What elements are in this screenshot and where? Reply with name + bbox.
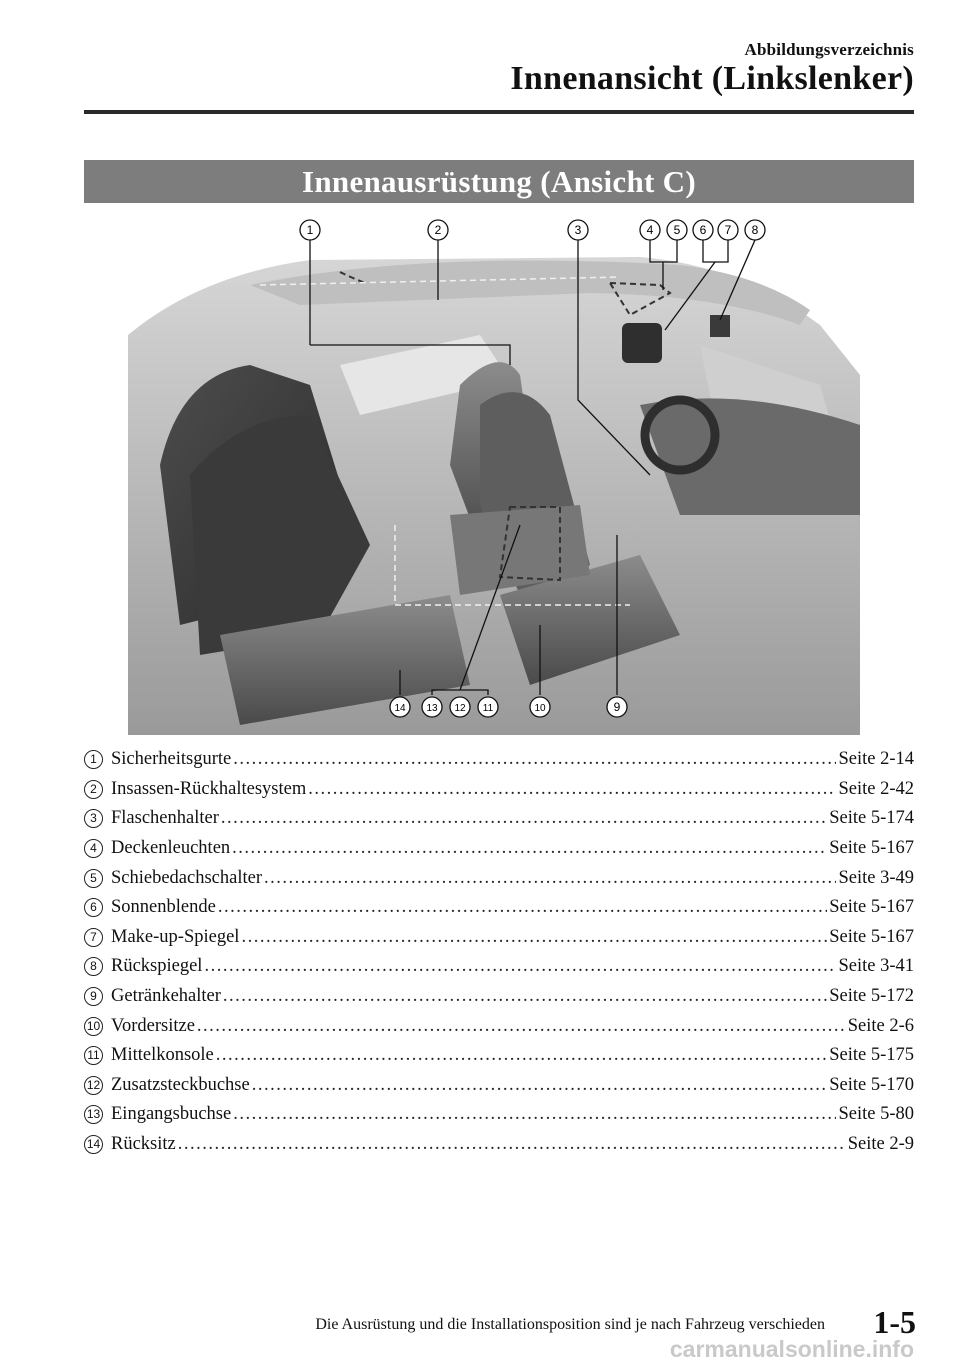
leader-dots (204, 956, 836, 977)
item-label: Insassen-Rückhaltesystem (111, 778, 307, 799)
callout-7 (718, 220, 738, 240)
callout-3 (568, 220, 588, 240)
item-label: Rückspiegel (111, 956, 203, 977)
svg-text:9: 9 (613, 700, 621, 714)
interior-illustration (120, 215, 890, 740)
page-reference[interactable]: Seite 5-167 (829, 838, 914, 859)
item-number: 8 (84, 957, 103, 976)
leader-dots (218, 897, 827, 918)
section-banner: Innenausrüstung (Ansicht C) (84, 160, 914, 203)
callout-1 (300, 220, 320, 240)
svg-text:12: 12 (454, 703, 466, 714)
item-label: Sicherheitsgurte (111, 749, 232, 770)
page-reference[interactable]: Seite 2-6 (847, 1015, 914, 1036)
footer-note: Die Ausrüstung und die Installationsposition sind je nach Fahrzeug verschieden (315, 1316, 825, 1333)
page-reference[interactable]: Seite 2-42 (838, 778, 914, 799)
leader-dots (233, 749, 836, 770)
leader-dots (232, 838, 827, 859)
callout-10 (530, 697, 550, 717)
callout-12 (450, 697, 470, 717)
leader-dots (221, 808, 827, 829)
svg-text:2: 2 (434, 223, 442, 237)
item-label: Vordersitze (111, 1015, 195, 1036)
list-item (84, 893, 914, 923)
leader-dots (264, 868, 836, 889)
leader-dots (241, 927, 827, 948)
header-subtitle: Abbildungsverzeichnis (744, 40, 914, 59)
item-number: 13 (84, 1105, 103, 1124)
svg-text:11: 11 (482, 703, 494, 714)
item-list (84, 745, 914, 1159)
item-number: 1 (84, 750, 103, 769)
callout-13 (422, 697, 442, 717)
svg-text:10: 10 (534, 703, 546, 714)
item-label: Sonnenblende (111, 897, 216, 918)
page-reference[interactable]: Seite 2-9 (847, 1134, 914, 1155)
item-number: 5 (84, 869, 103, 888)
list-item (84, 982, 914, 1012)
page-title: Innenansicht (Linkslenker) (510, 60, 914, 97)
item-label: Schiebedachschalter (111, 867, 263, 888)
leader-dots (216, 1045, 827, 1066)
item-label: Rücksitz (111, 1134, 176, 1155)
list-item (84, 952, 914, 982)
list-item (84, 1041, 914, 1071)
page-reference[interactable]: Seite 5-175 (829, 1045, 914, 1066)
leader-dots (252, 1075, 828, 1096)
page-reference[interactable]: Seite 5-167 (829, 897, 914, 918)
page-reference[interactable]: Seite 5-174 (829, 808, 914, 829)
callout-8 (745, 220, 765, 240)
item-label: Zusatzsteckbuchse (111, 1074, 250, 1095)
callout-11 (478, 697, 498, 717)
leader-dots (308, 779, 836, 800)
item-label: Make-up-Spiegel (111, 926, 240, 947)
list-item (84, 1071, 914, 1101)
list-item (84, 745, 914, 775)
svg-text:1: 1 (306, 223, 314, 237)
item-label: Eingangsbuchse (111, 1104, 232, 1125)
item-label: Deckenleuchten (111, 838, 231, 859)
svg-text:6: 6 (699, 223, 707, 237)
svg-text:13: 13 (426, 703, 438, 714)
leader-dots (197, 1016, 846, 1037)
list-item (84, 804, 914, 834)
item-label: Getränkehalter (111, 986, 221, 1007)
list-item (84, 1100, 914, 1130)
item-label: Flaschenhalter (111, 808, 219, 829)
page-reference[interactable]: Seite 5-172 (829, 986, 914, 1007)
header-rule (84, 110, 914, 114)
item-label: Mittelkonsole (111, 1045, 214, 1066)
svg-text:8: 8 (751, 223, 759, 237)
item-number: 3 (84, 809, 103, 828)
callout-9 (607, 697, 627, 717)
svg-text:5: 5 (673, 223, 681, 237)
list-item (84, 834, 914, 864)
list-item (84, 1130, 914, 1160)
list-item (84, 923, 914, 953)
page-reference[interactable]: Seite 3-41 (838, 956, 914, 977)
item-number: 11 (84, 1046, 103, 1065)
leader-dots (223, 986, 827, 1007)
watermark: carmanualsonline.info (669, 1336, 914, 1362)
leader-dots (233, 1104, 836, 1125)
item-number: 12 (84, 1076, 103, 1095)
svg-text:3: 3 (574, 223, 582, 237)
page-reference[interactable]: Seite 3-49 (838, 867, 914, 888)
svg-text:4: 4 (646, 223, 654, 237)
item-number: 7 (84, 928, 103, 947)
list-item (84, 1011, 914, 1041)
item-number: 6 (84, 898, 103, 917)
item-number: 4 (84, 839, 103, 858)
item-number: 9 (84, 987, 103, 1006)
page-reference[interactable]: Seite 5-80 (838, 1104, 914, 1125)
item-number: 10 (84, 1017, 103, 1036)
list-item (84, 775, 914, 805)
callout-4 (640, 220, 660, 240)
page-reference[interactable]: Seite 5-170 (829, 1074, 914, 1095)
callout-6 (693, 220, 713, 240)
svg-text:14: 14 (394, 703, 406, 714)
interior-figure (120, 215, 890, 740)
page-reference[interactable]: Seite 2-14 (838, 749, 914, 770)
callout-5 (667, 220, 687, 240)
item-number: 2 (84, 780, 103, 799)
callout-14 (390, 697, 410, 717)
list-item (84, 863, 914, 893)
page-reference[interactable]: Seite 5-167 (829, 926, 914, 947)
page-number: 1-5 (873, 1304, 916, 1340)
item-number: 14 (84, 1135, 103, 1154)
callout-2 (428, 220, 448, 240)
leader-dots (178, 1134, 846, 1155)
svg-text:7: 7 (724, 223, 732, 237)
